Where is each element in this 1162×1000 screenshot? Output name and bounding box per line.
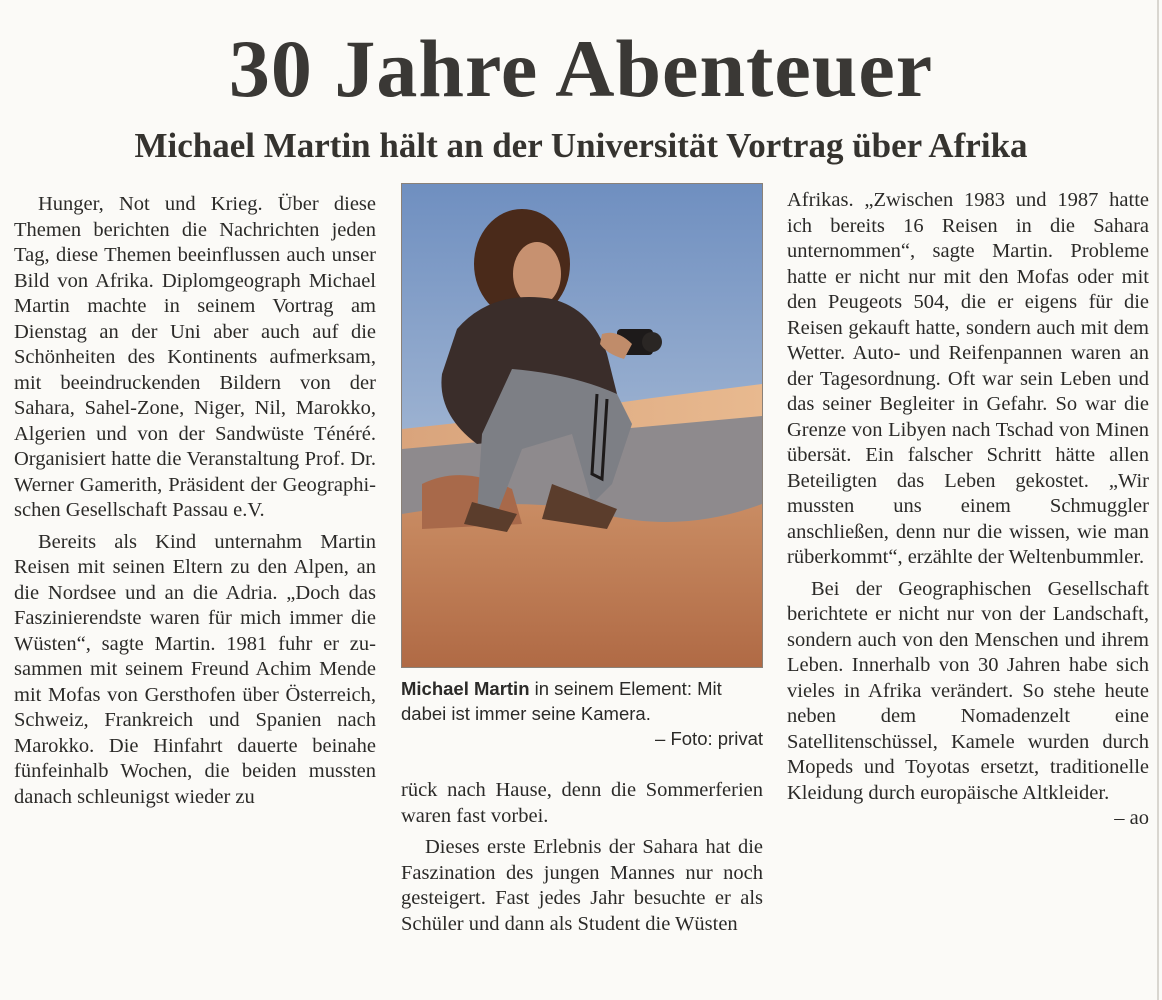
photo-caption <box>401 676 763 751</box>
paragraph: rück nach Hause, denn die Sommerferien waren fast vorbei. <box>401 779 763 827</box>
headline: 30 Jahre Abenteuer <box>228 23 934 114</box>
paragraph: Afrikas. „Zwischen 1983 und 1987 hatte ich bereits 16 Reisen in die Sahara unternommen“, sagte Martin. Probleme hatte er nicht nur mit den Mofas oder mit den Peugeots 504, die er eigens für die Reisen gekauft hatte, sondern auch mit dem Wetter. Auto- und Reifenpannen waren an der Tagesordnung. Oft war sein Leben und das seiner Begleiter in Gefahr. So war die Grenze von Libyen nach Tschad von Minen übersät. Ein falscher Schritt hätte allen Beteiligten das Leben gekostet. „Wir mussten uns einem Schmuggler anschließen, denn nur die wissen, wie man rüberkommt“, erzählte der Weltenbummler. <box>787 189 1149 568</box>
author-signature: – ao <box>1114 807 1149 829</box>
page-edge <box>1157 0 1159 1000</box>
article-column-3 <box>787 188 1149 832</box>
caption-text: in seinem Element: Mit dabei ist immer seine Kamera. <box>401 678 722 724</box>
article-column-1 <box>14 192 376 810</box>
article-photo <box>401 183 763 668</box>
paragraph: Bereits als Kind unternahm Martin Reisen mit seinen Eltern zu den Alpen, an die Nordsee und an die Adria. „Doch das Faszinierendste waren für mich immer die Wüsten“, sagte Martin. 1981 fuhr er zusammen mit seinem Freund Achim Mende mit Mofas von Gersthofen über Österreich, Schweiz, Frankreich und Spanien nach Marokko. Die Hinfahrt dauerte beinahe fünfeinhalb Wochen, die beiden mussten danach schleunigst wieder zu <box>14 530 376 808</box>
paragraph <box>787 577 1149 829</box>
photo-image <box>402 184 762 667</box>
article-column-2 <box>401 778 763 937</box>
subheadline: Michael Martin hält an der Universität Vortrag über Afrika <box>134 126 1028 165</box>
paragraph-text: Bei der Geographischen Gesellschaft berichtete er nicht nur von der Landschaft, sondern auch von den Menschen und ihrem Leben. Innerhalb von 30 Jahren habe sich vieles in Afrika verändert. So stehe heute neben dem Nomadenzelt eine Satellitenschüssel, Kamele wurden durch Mopeds und Toyotas ersetzt, traditionelle Kleidung durch europäische Altkleider. <box>787 577 1149 804</box>
photo-credit: – Foto: privat <box>655 728 763 749</box>
paragraph: Hunger, Not und Krieg. Über diese Themen berichten die Nachrichten jeden Tag, diese Themen beeinflussen auch unser Bild von Afrika. Diplomgeograph Michael Martin machte in seinem Vortrag am Dienstag an der Uni aber auch auf die Schönheiten des Kontinents aufmerksam, mit beeindruckenden Bildern von der Sahara, Sahel-Zone, Niger, Nil, Marokko, Algerien und von der Sandwüste Ténéré. Organisiert hatte die Veranstaltung Prof. Dr. Werner Gamerith, Präsident der Geographischen Gesellschaft Passau e.V. <box>14 193 376 521</box>
paragraph: Dieses erste Erlebnis der Sahara hat die Faszination des jungen Mannes nur noch gesteigert. Fast jedes Jahr besuchte er als Schüler und dann als Student die Wüsten <box>401 836 763 935</box>
caption-name: Michael Martin <box>401 678 530 699</box>
